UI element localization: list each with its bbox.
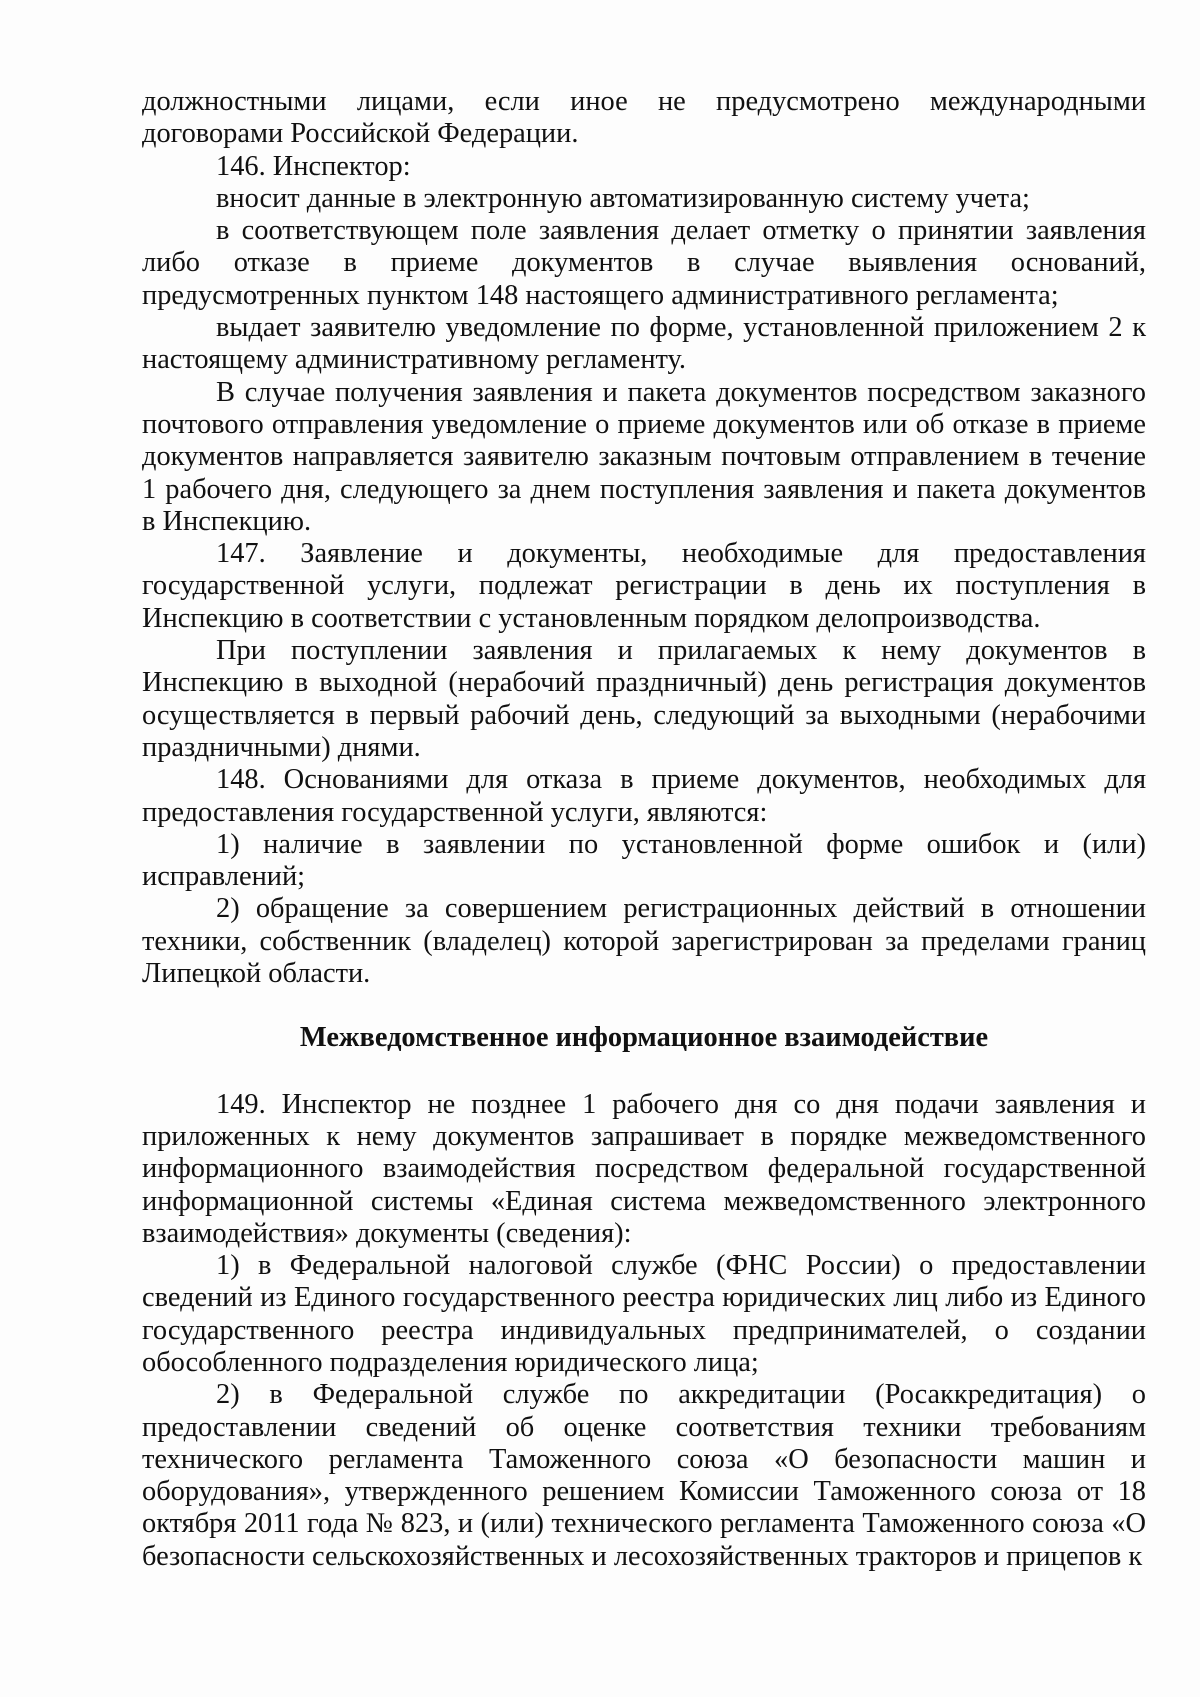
paragraph-149-item-1: 1) в Федеральной налоговой службе (ФНС России) о предоставлении сведений из Единого государственного реестра юридических лиц либо из Единого государственного реестра индивидуальных предпринимателей, о создании обособленного подразделения юридического лица; [142,1250,1146,1378]
paragraph-146-item-3: выдает заявителю уведомление по форме, установленной приложением 2 к настоящему административному регламенту. [142,312,1146,376]
paragraph-146-item-1: вносит данные в электронную автоматизированную систему учета; [216,182,1030,214]
paragraph-148-item-2: 2) обращение за совершением регистрационных действий в отношении техники, собственник (владелец) которой зарегистрирован за пределами границ Липецкой области. [142,893,1146,990]
paragraph-146: 146. Инспектор: [216,150,411,182]
section-heading: Межведомственное информационное взаимодействие [299,1022,989,1054]
paragraph-149-item-2: 2) в Федеральной службе по аккредитации (Росаккредитация) о предоставлении сведений об оценке соответствия техники требованиям технического регламента Таможенного союза «О безопасности машин и оборудования», утвержденного решением Комиссии Таможенного союза от 18 октября 2011 года № 823, и (или) технического регламента Таможенного союза «О безопасности сельскохозяйственных и лесохозяйственных тракторов и прицепов к [142,1379,1146,1572]
paragraph-149: 149. Инспектор не позднее 1 рабочего дня со дня подачи заявления и приложенных к нему документов запрашивает в порядке межведомственного информационного взаимодействия посредством федеральной государственной информационной системы «Единая система межведомственного электронного взаимодействия» документы (сведения): [142,1088,1146,1249]
paragraph-148: 148. Основаниями для отказа в приеме документов, необходимых для предоставления государственной услуги, являются: [142,764,1146,828]
paragraph-147-holidays: При поступлении заявления и прилагаемых к нему документов в Инспекцию в выходной (нерабочий праздничный) день регистрация документов осуществляется в первый рабочий день, следующий за выходными (нерабочими праздничными) днями. [142,635,1146,763]
paragraph-146-postal: В случае получения заявления и пакета документов посредством заказного почтового отправления уведомление о приеме документов или об отказе в приеме документов направляется заявителю заказным почтовым отправлением в течение 1 рабочего дня, следующего за днем поступления заявления и пакета документов в Инспекцию. [142,376,1146,537]
paragraph-147: 147. Заявление и документы, необходимые для предоставления государственной услуги, подлежат регистрации в день их поступления в Инспекцию в соответствии с установленным порядком делопроизводства. [142,538,1146,634]
paragraph-146-item-2: в соответствующем поле заявления делает отметку о принятии заявления либо отказе в приеме документов в случае выявления оснований, предусмотренных пунктом 148 настоящего административного регламента; [142,215,1146,311]
paragraph-continuation: должностными лицами, если иное не предусмотрено международными договорами Российской Федерации. [142,86,1146,150]
paragraph-148-item-1: 1) наличие в заявлении по установленной форме ошибок и (или) исправлений; [142,828,1146,893]
document-body [142,86,1146,1573]
